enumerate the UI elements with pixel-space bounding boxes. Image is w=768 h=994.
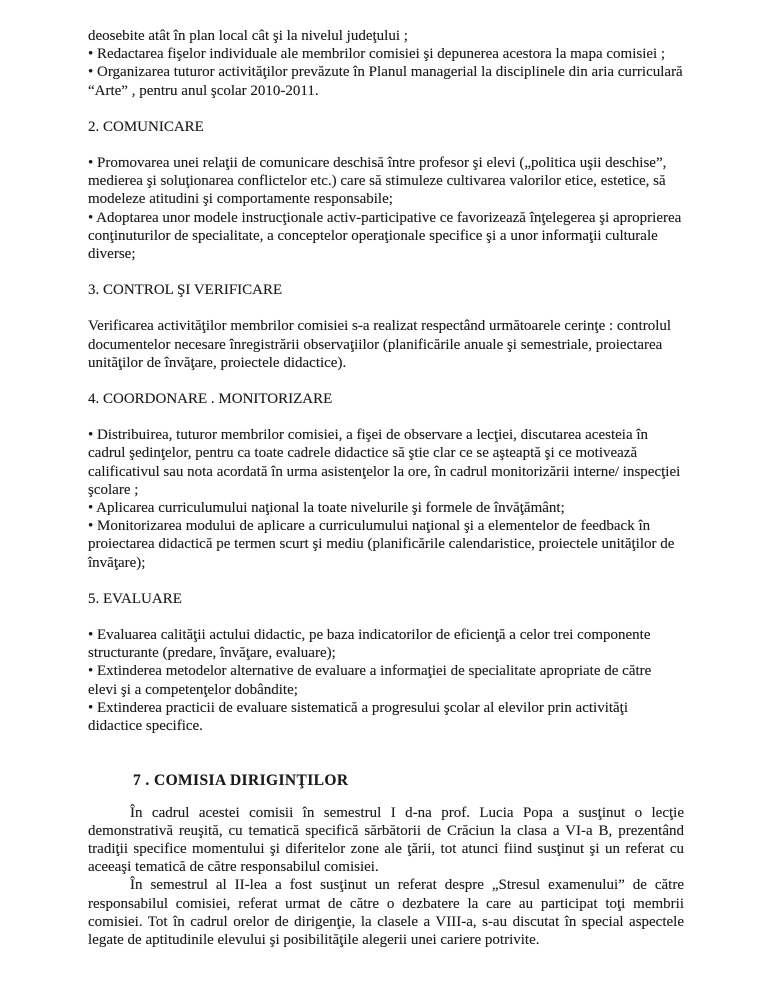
bullet-item: • Monitorizarea modului de aplicare a curriculumului naţional şi a elementelor de feedback în proiectarea didactică pe termen scurt şi mediu (planificările calendaristice, proiectele unităţilor de învăţare); xyxy=(88,518,675,571)
bullet-item: • Extinderea practicii de evaluare sistematică a progresului şcolar al elevilor prin activităţi didactice specifice. xyxy=(88,699,629,735)
bullet-item: • Aplicarea curriculumului naţional la toate nivelurile şi formele de învăţământ; xyxy=(88,500,565,517)
bullet-item: • Organizarea tuturor activităţilor prevăzute în Planul managerial la disciplinele din aria curriculară “Arte” , pentru anul şcolar 2010-2011. xyxy=(88,64,683,99)
section-paragraph: Verificarea activităţilor membrilor comisiei s-a realizat respectând următoarele cerinţe : controlul documentelor necesare înregistrării observaţiilor (planificările anuale şi semestriale, proiectarea unităţilor de învăţare, proiectele didactice). xyxy=(88,318,672,371)
bullet-item: • Adoptarea unor modele instrucţionale activ-participative ce favorizează înţelegerea şi aproprierea conţinuturilor de specialitate, a conceptelor operaţionale specifice şi a unor informaţii culturale diverse; xyxy=(88,209,682,263)
section-heading-evaluare: 5. EVALUARE xyxy=(88,590,182,607)
section-heading-control: 3. CONTROL ŞI VERIFICARE xyxy=(88,282,283,299)
continuation-line: deosebite atât în plan local cât şi la nivelul judeţului ; xyxy=(88,28,408,44)
bullet-item: • Redactarea fişelor individuale ale membrilor comisiei şi depunerea acestora la mapa comisiei ; xyxy=(88,46,666,63)
bullet-item: • Evaluarea calităţii actului didactic, pe baza indicatorilor de eficienţă a celor trei componente structurante (predare, învăţare, evaluare); xyxy=(88,627,651,662)
chapter-heading-comisia-dirigintilor: 7 . COMISIA DIRIGINŢILOR xyxy=(133,772,349,790)
section-heading-comunicare: 2. COMUNICARE xyxy=(88,118,204,135)
chapter-paragraph: În cadrul acestei comisii în semestrul I d-na prof. Lucia Popa a susţinut o lecţie demonstrativă reuşită, cu tematică specifică sărbătorii de Crăciun la clasa a VI-a B, prezentând tradiţii specifice momentului şi diferitelor zone ale ţării, tot atunci fiind susţinut şi un referat cu aceeaşi tematică de către responsabilul comisiei. xyxy=(88,804,684,876)
bullet-item: • Extinderea metodelor alternative de evaluare a informaţiei de specialitate apropriate de către elevi şi a competenţelor dobândite; xyxy=(88,663,652,698)
section-heading-coordonare: 4. COORDONARE . MONITORIZARE xyxy=(88,391,333,408)
chapter-paragraph: În semestrul al II-lea a fost susţinut un referat despre „Stresul examenului” de către responsabilul comisiei, referat urmat de către o dezbatere la care au participat toţi membrii comisiei. Tot în cadrul orelor de dirigenţie, la clasele a VIII-a, s-au discutat în special aspectele legate de aptitudinile elevului şi posibilităţile alegerii unei cariere potrivite. xyxy=(88,877,684,948)
bullet-item: • Distribuirea, tuturor membrilor comisiei, a fişei de observare a lecţiei, discutarea acesteia în cadrul şedinţelor, pentru ca toate cadrele didactice să ştie clar ce se aşteaptă şi ce motivează calificativul sau nota acordată în urma asistenţelor la ore, în cadrul monitorizării interne/ inspecţiei şcolare ; xyxy=(88,427,681,498)
bullet-item: • Promovarea unei relaţii de comunicare deschisă între profesor şi elevi („politica uşii deschise”, medierea şi soluţionarea conflictelor etc.) care să stimuleze cultivarea valorilor etice, estetice, să modeleze atitudini şi comportamente responsabile; xyxy=(88,155,667,208)
